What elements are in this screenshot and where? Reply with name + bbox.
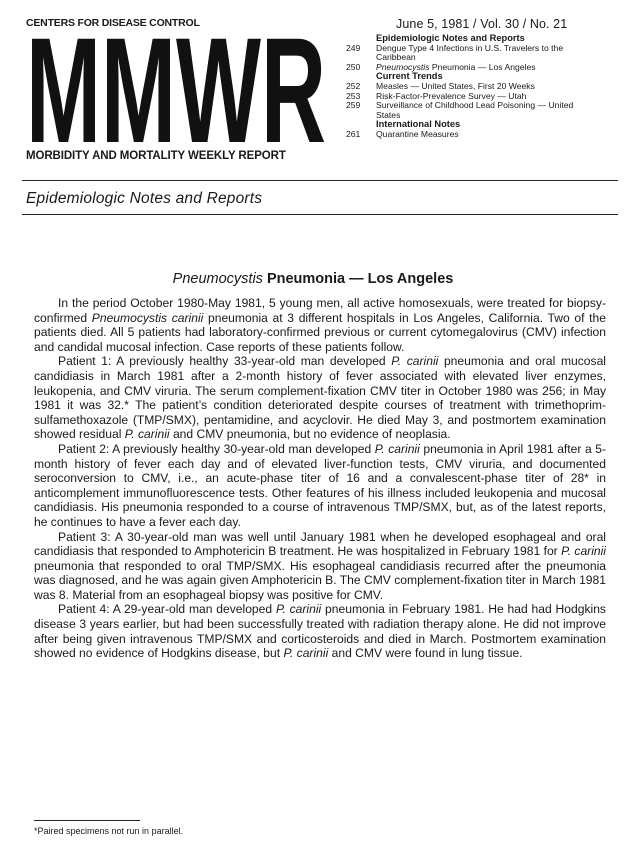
- mmwr-logo: [22, 30, 330, 148]
- toc-page-number: 249: [346, 42, 361, 53]
- toc-entry-title: Pneumocystis Pneumonia — Los Angeles: [376, 61, 536, 72]
- toc-section-heading: International Notes: [376, 119, 461, 130]
- publication-name: MORBIDITY AND MORTALITY WEEKLY REPORT: [26, 150, 286, 162]
- toc-entry: [346, 130, 596, 140]
- article-paragraph: Patient 1: A previously healthy 33-year-old man developed P. carinii pneumonia and oral mucosal candidiasis in March 1981 after a 2-month history of fever associated with elevated liver enzymes, leukopenia, and CMV viruria. The serum complement-fixation CMV titer in October 1980 was 256; in May 1981 it was 32.* The patient’s condition deteriorated despite courses of treatment with trimethoprim-sulfamethoxazole (TMP/SMX), pentamidine, and acyclovir. He died May 3, and postmortem examination showed residual P. carinii and CMV pneumonia, but no evidence of neoplasia.: [34, 354, 606, 442]
- article-paragraph: Patient 3: A 30-year-old man was well until January 1981 when he developed esophageal and oral candidiasis that responded to Amphotericin B treatment. He was hospitalized in February 1981 for P. carinii pneumonia that responded to oral TMP/SMX. His esophageal candidiasis recurred after the pneumonia was diagnosed, and he was again given Amphotericin B. The CMV complement-fixation titer in March 1981 was 8. Material from an esophageal biopsy was positive for CMV.: [34, 529, 606, 602]
- section-rule: [22, 214, 618, 215]
- toc-entry: [346, 44, 596, 63]
- article-title-organism: Pneumocystis: [172, 271, 263, 287]
- masthead-rule: [22, 180, 618, 181]
- article-paragraph: Patient 4: A 29-year-old man developed P. carinii pneumonia in February 1981. He had had Hodgkins disease 3 years earlier, but had been successfully treated with radiation therapy alone. He did not improve after being given intravenous TMP/SMX and corticosteroids and died in March. Postmortem examination showed no evidence of Hodgkins disease, but P. carinii and CMV were found in lung tissue.: [34, 602, 606, 661]
- issue-dateline: June 5, 1981 / Vol. 30 / No. 21: [396, 17, 568, 31]
- toc-page-number: 250: [346, 61, 361, 72]
- toc-entry-title: Risk-Factor-Prevalence Survey — Utah: [376, 90, 527, 101]
- toc-entry: [346, 101, 596, 120]
- toc-page-number: 253: [346, 90, 361, 101]
- toc-page-number: 252: [346, 80, 361, 91]
- logo-lettering: MMWR: [26, 30, 326, 148]
- footnote-rule: [34, 820, 140, 821]
- toc-section-heading: Epidemiologic Notes and Reports: [376, 33, 525, 43]
- table-of-contents: [346, 34, 596, 140]
- toc-page-number: 261: [346, 128, 361, 139]
- article-paragraph: In the period October 1980-May 1981, 5 young men, all active homosexuals, were treated for biopsy-confirmed Pneumocystis carinii pneumonia at 3 different hospitals in Los Angeles, California. Two of the patients died. All 5 patients had laboratory-confirmed previous or current cytomegalovirus (CMV) infection and candidal mucosal infection. Case reports of these patients follow.: [34, 296, 606, 354]
- agency-name: CENTERS FOR DISEASE CONTROL: [26, 17, 200, 29]
- footnote: *Paired specimens not run in parallel.: [34, 826, 184, 836]
- article-title-text: Pneumonia — Los Angeles: [266, 271, 454, 287]
- toc-entry-title: Quarantine Measures: [376, 128, 459, 139]
- toc-section-heading: Current Trends: [376, 71, 443, 82]
- toc-entry-title: Surveillance of Childhood Lead Poisoning — United States: [376, 100, 574, 120]
- article-body: [34, 296, 606, 661]
- toc-entry-title: Dengue Type 4 Infections in U.S. Travelers to the Caribbean: [376, 42, 564, 63]
- article-paragraph: Patient 2: A previously healthy 30-year-old man developed P. carinii pneumonia in April 1981 after a 5-month history of fever each day and of elevated liver-function tests, CMV viruria, and documented seroconversion to CMV, i.e., an acute-phase titer of 16 and a convalescent-phase titer of 28* in anticomplement immunofluorescence tests. Other features of his illness included leukopenia and mucosal candidiasis. His pneumonia responded to a course of intravenous TMP/SMX, but, as of the latest reports, he continues to have a fever each day.: [34, 441, 606, 529]
- toc-page-number: 259: [346, 100, 361, 111]
- toc-entry-title: Measles — United States, First 20 Weeks: [376, 80, 535, 91]
- article-title: [0, 271, 626, 287]
- section-heading: Epidemiologic Notes and Reports: [26, 190, 263, 207]
